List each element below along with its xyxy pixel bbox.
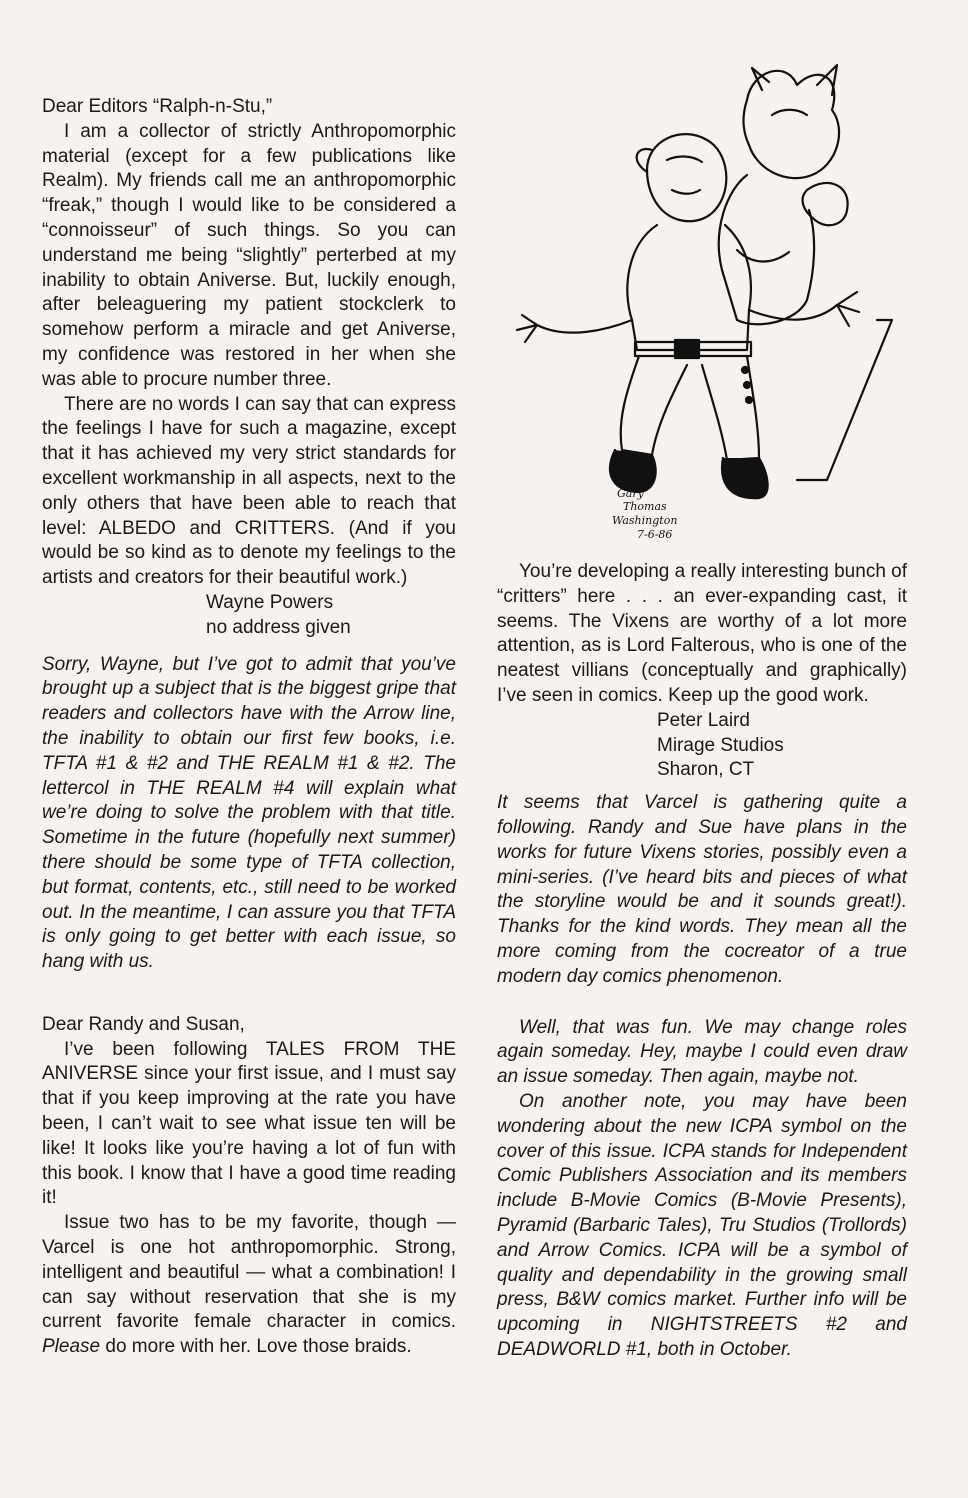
letter2-para2-after: do more with her. Love those braids. — [105, 1336, 412, 1358]
letter1-para2: There are no words I can say that can express the feelings I have for such a magazine, except that it has achieved my very strict standards for excellent workmanship in all aspects, next to the only others that have been able to reach that level: ALBEDO and CRITTERS. (And if you would be so kind as to denote my feelings to the artists and creators for their beautiful work.) — [42, 393, 456, 589]
left-column — [42, 95, 456, 1360]
torso — [627, 225, 751, 350]
letter2-para1: I’ve been following TALES FROM THE ANIVERSE since your first issue, and I must say that if you keep improving at the rate you have been, I can’t wait to see what issue ten will be like! It looks like you’re having a lot of fun with this book. I know that I have a good time reading it! — [42, 1038, 456, 1209]
artist-signature-line2: Thomas — [623, 500, 667, 513]
closing-para1: Well, that was fun. We may change roles again someday. Hey, maybe I could even draw an issue someday. Then again, maybe not. — [497, 1016, 907, 1088]
letter3-body: You’re developing a really interesting bunch of “critters” here . . . an ever-expanding cast, it seems. The Vixens are worthy of a lot more attention, as is Lord Falterous, who is one of the neatest villians (conceptually and graphically) I’ve seen in comics. Keep up the good work. — [497, 561, 908, 706]
letter1-salutation: Dear Editors “Ralph-n-Stu,” — [42, 96, 273, 117]
human-head — [647, 134, 726, 221]
letter1-editor-reply: Sorry, Wayne, but I’ve got to admit that you’ve brought up a subject that is the biggest gripe that readers and collectors have with the Arrow line, the inability to obtain our first few books, i.e. TFTA #1 & #2 and THE REALM #1 & #2. The lettercol in THE REALM #4 will explain what we’re doing to solve the problem with that title. Sometime in the future (hopefully next summer) there should be some type of TFTA collection, but format, contents, etc., still need to be worked out. In the meantime, I can assure you that TFTA is only going to get better with each issue, so hang with us. — [42, 653, 456, 973]
right-column — [497, 560, 907, 1363]
artist-signature-line1: Gary — [617, 487, 644, 500]
artist-signature-date: 7-6-86 — [637, 528, 673, 541]
letter2-salutation: Dear Randy and Susan, — [42, 1013, 245, 1035]
fox-head — [743, 71, 839, 178]
letter3-signature-company: Mirage Studios — [657, 734, 784, 756]
letter1-para1: I am a collector of strictly Anthropomorphic material (except for a few publications like Realm). My friends call me an anthropomorphic “freak,” though I would like to be considered a “connoisseur” of such things. So you can understand me being “slightly” perterbed at my inability to obtain Aniverse. But, luckily enough, after beleaguering my patient stockclerk to somehow perform a miracle and get Aniverse, my confidence was restored in her when she was able to procure number three. — [42, 120, 456, 390]
fist — [803, 183, 848, 225]
letter1-signature-name: Wayne Powers — [206, 591, 334, 613]
letter2-para2-emphasis: Please — [42, 1336, 101, 1358]
closing-para2: On another note, you may have been wondering about the new ICPA symbol on the cover of this issue. ICPA stands for Independent Comic Publishers Association and its members include B-Movie Comics (B-Movie Presents), Pyramid (Barbaric Tales), Tru Studios (Trollords) and Arrow Comics. ICPA will be a symbol of quality and dependability in the growing small press, B&W comics market. Further info will be upcoming in NIGHTSTREETS #2 and DEADWORLD #1, both in October. — [497, 1090, 907, 1360]
letter3-signature-location: Sharon, CT — [657, 759, 755, 781]
letter1-signature-address: no address given — [206, 616, 351, 638]
artist-signature-line3: Washington — [612, 514, 678, 527]
letter3-editor-reply: It seems that Varcel is gathering quite a following. Randy and Sue have plans in the works for future Vixens stories, possibly even a mini-series. (I’ve heard bits and pieces of what the storyline would be and it sounds great!). Thanks for the kind words. They mean all the more coming from the cocreator of a true modern day comics phenomenon. — [497, 792, 907, 987]
letter2-para2-before: Issue two has to be my favorite, though — Varcel is one hot anthropomorphic. Strong, intelligent and beautiful — what a combination! I can say without reservation that she is my current favorite female character in comics. — [42, 1212, 456, 1333]
letter3-signature-name: Peter Laird — [657, 709, 750, 731]
letter2-para2 — [42, 1211, 456, 1360]
character-illustration — [497, 60, 917, 550]
